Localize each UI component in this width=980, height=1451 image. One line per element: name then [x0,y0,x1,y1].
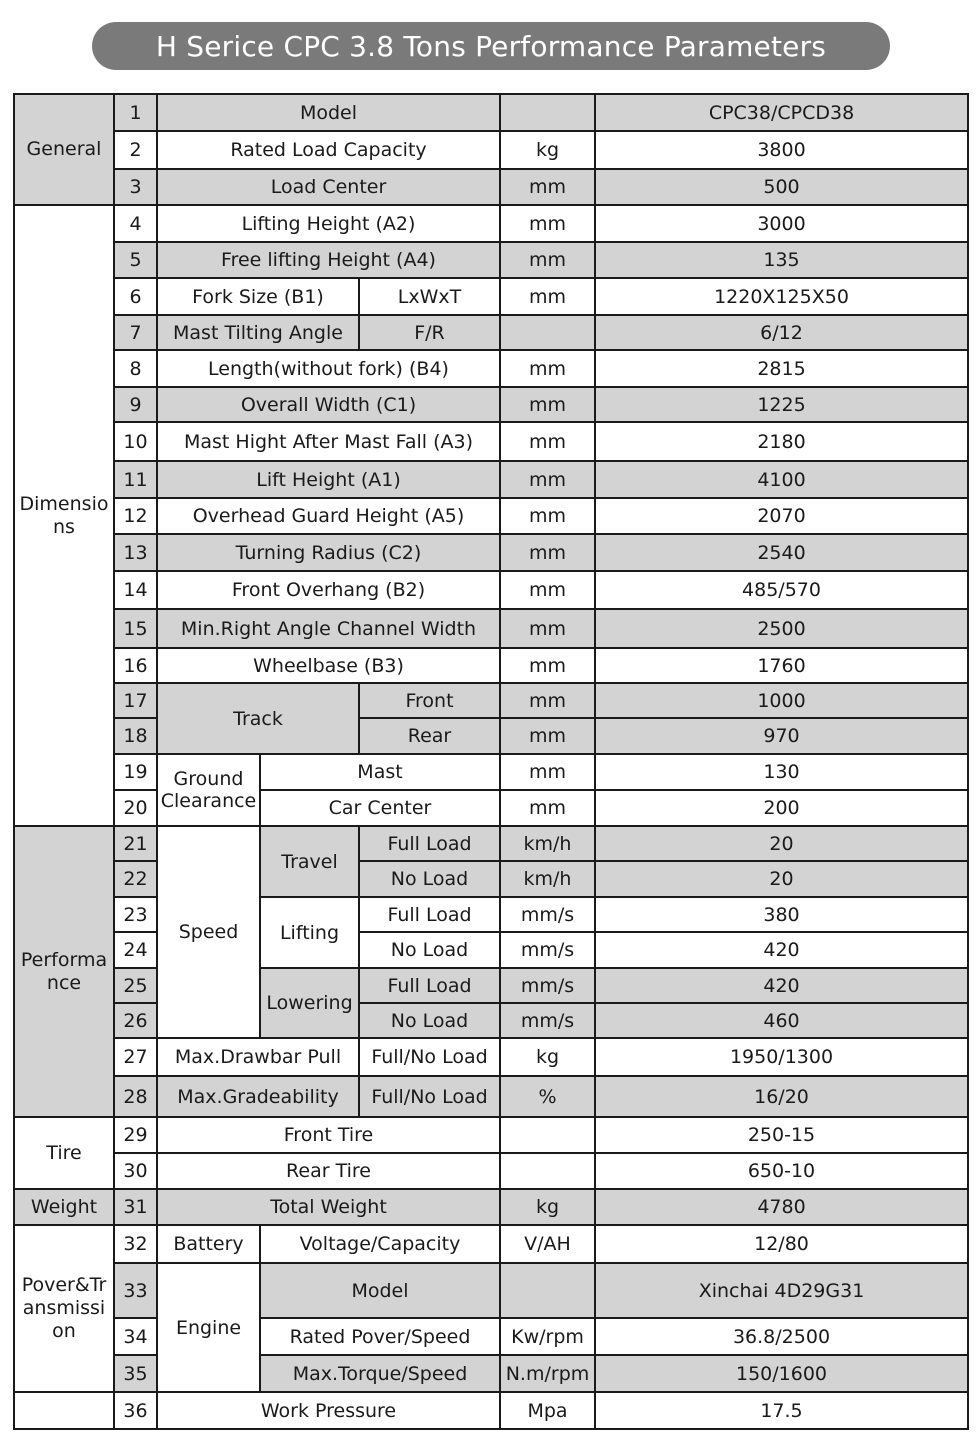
row-number: 15 [114,609,157,648]
value-cell: 460 [595,1003,968,1038]
table-row [14,534,968,571]
value-cell: 20 [595,861,968,897]
unit-cell: mm [500,278,595,315]
row-number: 16 [114,648,157,683]
table-row [14,683,968,718]
unit-cell: mm [500,422,595,461]
value-cell: 2815 [595,350,968,387]
sub-label: Max.Torque/Speed [260,1355,500,1392]
table-row [14,609,968,648]
unit-cell: kg [500,1189,595,1225]
value-cell: 17.5 [595,1392,968,1429]
sub-label: No Load [359,861,500,897]
row-number: 9 [114,387,157,422]
table-row [14,315,968,350]
value-cell: 4100 [595,461,968,498]
item-label: Length(without fork) (B4) [157,350,500,387]
row-number: 7 [114,315,157,350]
category-weight: Weight [14,1189,114,1225]
value-cell: 4780 [595,1189,968,1225]
row-number: 11 [114,461,157,498]
value-cell: 1000 [595,683,968,718]
row-number: 36 [114,1392,157,1429]
value-cell: Xinchai 4D29G31 [595,1263,968,1318]
value-cell: CPC38/CPCD38 [595,94,968,131]
unit-cell: N.m/rpm [500,1355,595,1392]
row-number: 29 [114,1117,157,1153]
value-cell: 3800 [595,131,968,169]
unit-cell: mm/s [500,1003,595,1038]
row-number: 4 [114,205,157,242]
value-cell: 36.8/2500 [595,1318,968,1355]
unit-cell: mm/s [500,932,595,968]
unit-cell: mm [500,242,595,278]
sub-label: No Load [359,1003,500,1038]
table-row [14,350,968,387]
group-engine: Engine [157,1263,260,1392]
row-number: 20 [114,790,157,826]
category-power-transmission: Pover&Tr ansmissi on [14,1225,114,1392]
value-cell: 2070 [595,498,968,534]
unit-cell: mm [500,609,595,648]
sub-label: Front [359,683,500,718]
unit-cell: mm [500,571,595,609]
row-number: 33 [114,1263,157,1318]
table-row [14,242,968,278]
unit-cell [500,315,595,350]
group-speed: Speed [157,826,260,1038]
unit-cell: mm/s [500,897,595,932]
unit-cell: mm [500,648,595,683]
item-label: Lift Height (A1) [157,461,500,498]
value-cell: 2540 [595,534,968,571]
category-tire: Tire [14,1117,114,1189]
value-cell: 250-15 [595,1117,968,1153]
value-cell: 500 [595,169,968,205]
sub-label: LxWxT [359,278,500,315]
unit-cell [500,94,595,131]
spec-table [13,93,969,1430]
unit-cell: kg [500,131,595,169]
sub-label: Voltage/Capacity [260,1225,500,1263]
sub-label: Full/No Load [359,1076,500,1117]
item-label: Rated Load Capacity [157,131,500,169]
unit-cell: kg [500,1038,595,1076]
sub-label: No Load [359,932,500,968]
item-label: Rear Tire [157,1153,500,1189]
unit-cell: mm [500,387,595,422]
unit-cell: km/h [500,861,595,897]
unit-cell: mm [500,498,595,534]
item-label: Max.Drawbar Pull [157,1038,359,1076]
row-number: 2 [114,131,157,169]
item-label: Front Tire [157,1117,500,1153]
sub-label: F/R [359,315,500,350]
item-label: Fork Size (B1) [157,278,359,315]
value-cell: 650-10 [595,1153,968,1189]
unit-cell: mm [500,718,595,754]
category-empty [14,1392,114,1429]
page-title: H Serice CPC 3.8 Tons Performance Parameters [92,22,890,70]
value-cell: 380 [595,897,968,932]
table-row [14,1076,968,1117]
row-number: 17 [114,683,157,718]
row-number: 24 [114,932,157,968]
value-cell: 1950/1300 [595,1038,968,1076]
table-row [14,1117,968,1153]
value-cell: 1760 [595,648,968,683]
value-cell: 485/570 [595,571,968,609]
row-number: 28 [114,1076,157,1117]
table-row [14,1038,968,1076]
row-number: 12 [114,498,157,534]
table-row [14,498,968,534]
row-number: 8 [114,350,157,387]
group-battery: Battery [157,1225,260,1263]
item-label: Total Weight [157,1189,500,1225]
value-cell: 130 [595,754,968,790]
group-lowering: Lowering [260,968,359,1038]
row-number: 34 [114,1318,157,1355]
row-number: 13 [114,534,157,571]
unit-cell: mm [500,205,595,242]
table-row [14,387,968,422]
value-cell: 12/80 [595,1225,968,1263]
value-cell: 135 [595,242,968,278]
sub-label: Full Load [359,826,500,861]
table-row [14,1392,968,1429]
item-label: Overall Width (C1) [157,387,500,422]
sub-label: Rear [359,718,500,754]
value-cell: 420 [595,968,968,1003]
value-cell: 150/1600 [595,1355,968,1392]
table-row [14,131,968,169]
table-row [14,826,968,861]
row-number: 27 [114,1038,157,1076]
group-lifting: Lifting [260,897,359,968]
row-number: 19 [114,754,157,790]
group-ground-clearance: Ground Clearance [157,754,260,826]
item-label: Wheelbase (B3) [157,648,500,683]
row-number: 35 [114,1355,157,1392]
sub-label: Model [260,1263,500,1318]
row-number: 31 [114,1189,157,1225]
value-cell: 6/12 [595,315,968,350]
table-row [14,422,968,461]
unit-cell: Mpa [500,1392,595,1429]
value-cell: 1225 [595,387,968,422]
item-label: Overhead Guard Height (A5) [157,498,500,534]
table-row [14,94,968,131]
row-number: 32 [114,1225,157,1263]
unit-cell: mm [500,350,595,387]
row-number: 6 [114,278,157,315]
unit-cell: mm [500,461,595,498]
table-row [14,169,968,205]
sub-label: Rated Pover/Speed [260,1318,500,1355]
row-number: 1 [114,94,157,131]
item-label: Free lifting Height (A4) [157,242,500,278]
value-cell: 420 [595,932,968,968]
group-track: Track [157,683,359,754]
value-cell: 2500 [595,609,968,648]
unit-cell: km/h [500,826,595,861]
value-cell: 970 [595,718,968,754]
item-label: Mast Hight After Mast Fall (A3) [157,422,500,461]
row-number: 3 [114,169,157,205]
sub-label: Mast [260,754,500,790]
value-cell: 2180 [595,422,968,461]
value-cell: 200 [595,790,968,826]
item-label: Front Overhang (B2) [157,571,500,609]
value-cell: 1220X125X50 [595,278,968,315]
unit-cell: mm [500,683,595,718]
value-cell: 16/20 [595,1076,968,1117]
row-number: 18 [114,718,157,754]
unit-cell [500,1117,595,1153]
row-number: 14 [114,571,157,609]
item-label: Model [157,94,500,131]
sub-label: Full Load [359,897,500,932]
row-number: 21 [114,826,157,861]
unit-cell: mm [500,754,595,790]
category-performance: Performa nce [14,826,114,1117]
unit-cell: mm/s [500,968,595,1003]
unit-cell: mm [500,169,595,205]
unit-cell: mm [500,534,595,571]
item-label: Max.Gradeability [157,1076,359,1117]
group-travel: Travel [260,826,359,897]
table-row [14,648,968,683]
table-row [14,1263,968,1318]
item-label: Work Pressure [157,1392,500,1429]
table-row [14,205,968,242]
sub-label: Full/No Load [359,1038,500,1076]
table-row [14,1189,968,1225]
category-general: General [14,94,114,205]
row-number: 23 [114,897,157,932]
item-label: Load Center [157,169,500,205]
value-cell: 20 [595,826,968,861]
row-number: 25 [114,968,157,1003]
row-number: 30 [114,1153,157,1189]
value-cell: 3000 [595,205,968,242]
unit-cell: Kw/rpm [500,1318,595,1355]
sub-label: Car Center [260,790,500,826]
table-row [14,1225,968,1263]
row-number: 22 [114,861,157,897]
table-row [14,461,968,498]
unit-cell [500,1263,595,1318]
item-label: Turning Radius (C2) [157,534,500,571]
item-label: Min.Right Angle Channel Width [157,609,500,648]
unit-cell: % [500,1076,595,1117]
unit-cell: mm [500,790,595,826]
item-label: Mast Tilting Angle [157,315,359,350]
row-number: 26 [114,1003,157,1038]
row-number: 5 [114,242,157,278]
table-row [14,1153,968,1189]
row-number: 10 [114,422,157,461]
unit-cell [500,1153,595,1189]
category-dimensions: Dimensio ns [14,205,114,826]
item-label: Lifting Height (A2) [157,205,500,242]
table-row [14,754,968,790]
unit-cell: V/AH [500,1225,595,1263]
table-row [14,278,968,315]
table-row [14,571,968,609]
sub-label: Full Load [359,968,500,1003]
